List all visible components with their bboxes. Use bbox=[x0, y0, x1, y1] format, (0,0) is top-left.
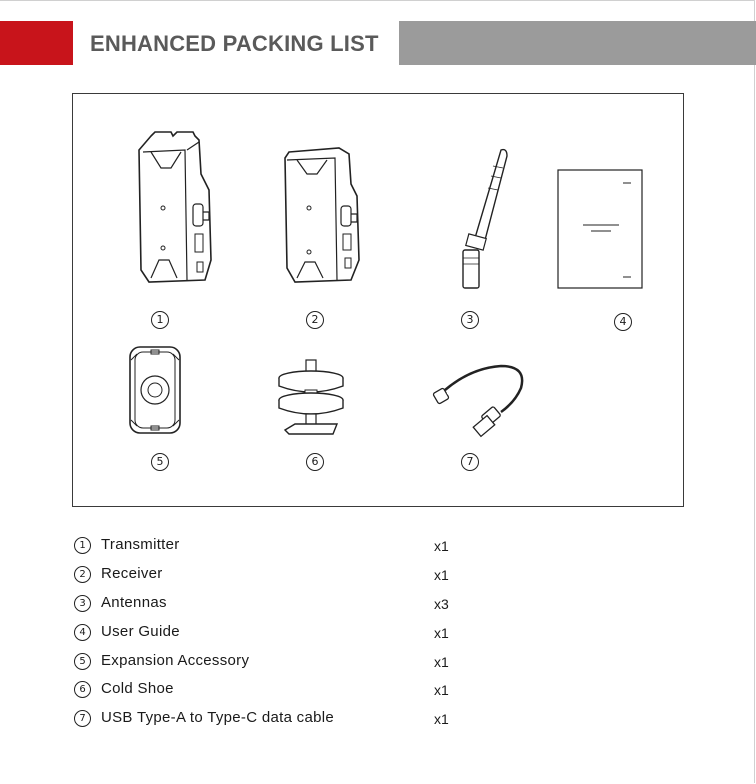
list-number: 3 bbox=[74, 595, 91, 612]
item-quantity: x1 bbox=[434, 625, 449, 641]
item-quantity: x1 bbox=[434, 654, 449, 670]
list-item bbox=[74, 680, 544, 700]
list-number: 6 bbox=[74, 681, 91, 698]
cold-shoe-icon bbox=[275, 358, 347, 438]
receiver-icon bbox=[279, 144, 365, 284]
item-name: Expansion Accessory bbox=[101, 652, 250, 669]
item-name: USB Type-A to Type-C data cable bbox=[101, 709, 335, 726]
figure-number-1: 1 bbox=[151, 311, 169, 329]
item-quantity: x1 bbox=[434, 538, 449, 554]
antenna-icon bbox=[455, 146, 515, 290]
list-number: 7 bbox=[74, 710, 91, 727]
list-item bbox=[74, 652, 544, 672]
list-item bbox=[74, 594, 544, 614]
figure-box bbox=[72, 93, 684, 507]
user-guide-icon bbox=[557, 169, 643, 289]
figure-number-7: 7 bbox=[461, 453, 479, 471]
list-item bbox=[74, 565, 544, 585]
item-name: Cold Shoe bbox=[101, 680, 174, 697]
item-quantity: x1 bbox=[434, 711, 449, 727]
figure-number-4: 4 bbox=[614, 313, 632, 331]
expansion-accessory-icon bbox=[127, 344, 183, 436]
list-number: 5 bbox=[74, 653, 91, 670]
header-accent-tab bbox=[0, 21, 73, 65]
figure-number-2: 2 bbox=[306, 311, 324, 329]
item-quantity: x3 bbox=[434, 596, 449, 612]
item-quantity: x1 bbox=[434, 567, 449, 583]
header-bar bbox=[399, 21, 756, 65]
list-item bbox=[74, 536, 544, 556]
page-title: ENHANCED PACKING LIST bbox=[90, 31, 379, 56]
figure-number-3: 3 bbox=[461, 311, 479, 329]
item-name: Antennas bbox=[101, 594, 167, 611]
usb-cable-icon bbox=[431, 362, 527, 440]
list-number: 4 bbox=[74, 624, 91, 641]
list-item bbox=[74, 623, 544, 643]
figure-number-5: 5 bbox=[151, 453, 169, 471]
item-name: User Guide bbox=[101, 623, 180, 640]
item-name: Transmitter bbox=[101, 536, 180, 553]
list-number: 1 bbox=[74, 537, 91, 554]
item-name: Receiver bbox=[101, 565, 163, 582]
list-item bbox=[74, 709, 544, 729]
item-quantity: x1 bbox=[434, 682, 449, 698]
transmitter-icon bbox=[131, 130, 217, 284]
list-number: 2 bbox=[74, 566, 91, 583]
figure-number-6: 6 bbox=[306, 453, 324, 471]
